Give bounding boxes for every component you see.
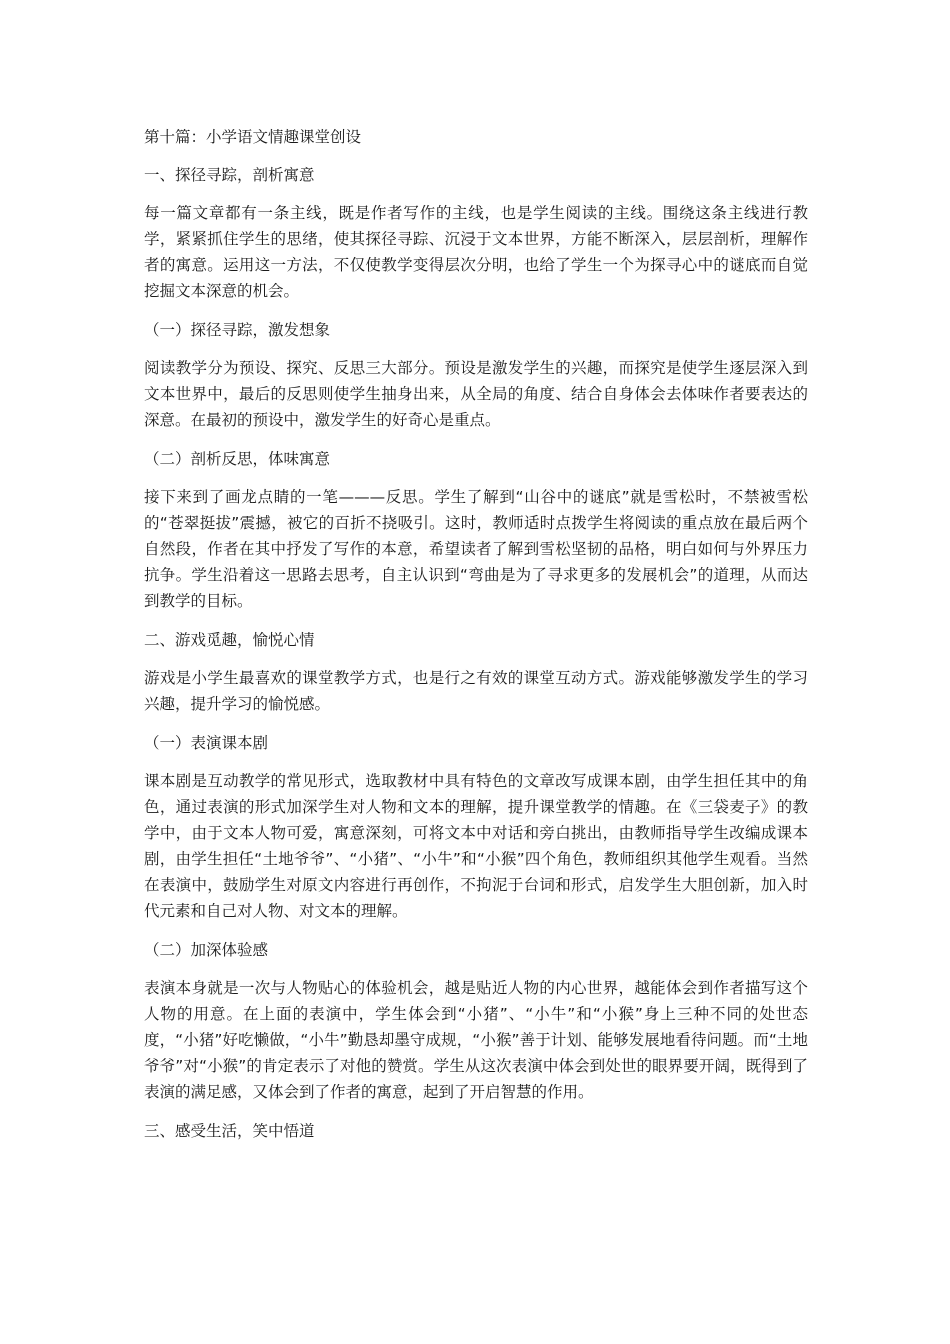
subsection-heading: （二）剖析反思，体味寓意	[144, 450, 331, 468]
subsection-heading: （一）表演课本剧	[144, 734, 269, 752]
document-title: 第十篇：小学语文情趣课堂创设	[144, 128, 362, 146]
subsection-heading: （一）探径寻踪，激发想象	[144, 321, 331, 339]
section-heading: 一、探径寻踪，剖析寓意	[144, 166, 315, 184]
paragraph: 接下来到了画龙点睛的一笔———反思。学生了解到“山谷中的谜底”就是雪松时，不禁被雪松的“苍翠挺拔”震撼，被它的百折不挠吸引。这时，教师适时点拨学生将阅读的重点放在最后两个自然段，作者在其中抒发了写作的本意，希望读者了解到雪松坚韧的品格，明白如何与外界压力抗争。学生沿着这一思路去思考，自主认识到“弯曲是为了寻求更多的发展机会”的道理，从而达到教学的目标。	[144, 488, 808, 610]
section-heading: 三、感受生活，笑中悟道	[144, 1122, 315, 1140]
paragraph: 阅读教学分为预设、探究、反思三大部分。预设是激发学生的兴趣，而探究是使学生逐层深入到文本世界中，最后的反思则使学生抽身出来，从全局的角度、结合自身体会去体味作者要表达的深意。在最初的预设中，激发学生的好奇心是重点。	[144, 359, 808, 429]
paragraph: 表演本身就是一次与人物贴心的体验机会，越是贴近人物的内心世界，越能体会到作者描写这个人物的用意。在上面的表演中，学生体会到“小猪”、“小牛”和“小猴”身上三种不同的处世态度，“小猪”好吃懒做，“小牛”勤恳却墨守成规，“小猴”善于计划、能够发展地看待问题。而“土地爷爷”对“小猴”的肯定表示了对他的赞赏。学生从这次表演中体会到处世的眼界要开阔，既得到了表演的满足感，又体会到了作者的寓意，起到了开启智慧的作用。	[144, 979, 808, 1101]
paragraph: 每一篇文章都有一条主线，既是作者写作的主线，也是学生阅读的主线。围绕这条主线进行教学，紧紧抓住学生的思绪，使其探径寻踪、沉浸于文本世界，方能不断深入，层层剖析，理解作者的寓意。运用这一方法，不仅使教学变得层次分明，也给了学生一个为探寻心中的谜底而自觉挖掘文本深意的机会。	[144, 204, 808, 300]
subsection-heading: （二）加深体验感	[144, 941, 269, 959]
paragraph: 课本剧是互动教学的常见形式，选取教材中具有特色的文章改写成课本剧，由学生担任其中的角色，通过表演的形式加深学生对人物和文本的理解，提升课堂教学的情趣。在《三袋麦子》的教学中，由于文本人物可爱，寓意深刻，可将文本中对话和旁白挑出，由教师指导学生改编成课本剧，由学生担任“土地爷爷”、“小猪”、“小牛”和“小猴”四个角色，教师组织其他学生观看。当然在表演中，鼓励学生对原文内容进行再创作，不拘泥于台词和形式，启发学生大胆创新，加入时代元素和自己对人物、对文本的理解。	[144, 772, 808, 920]
document-page	[144, 124, 808, 1156]
section-heading: 二、游戏觅趣，愉悦心情	[144, 631, 315, 649]
paragraph: 游戏是小学生最喜欢的课堂教学方式，也是行之有效的课堂互动方式。游戏能够激发学生的学习兴趣，提升学习的愉悦感。	[144, 669, 808, 713]
